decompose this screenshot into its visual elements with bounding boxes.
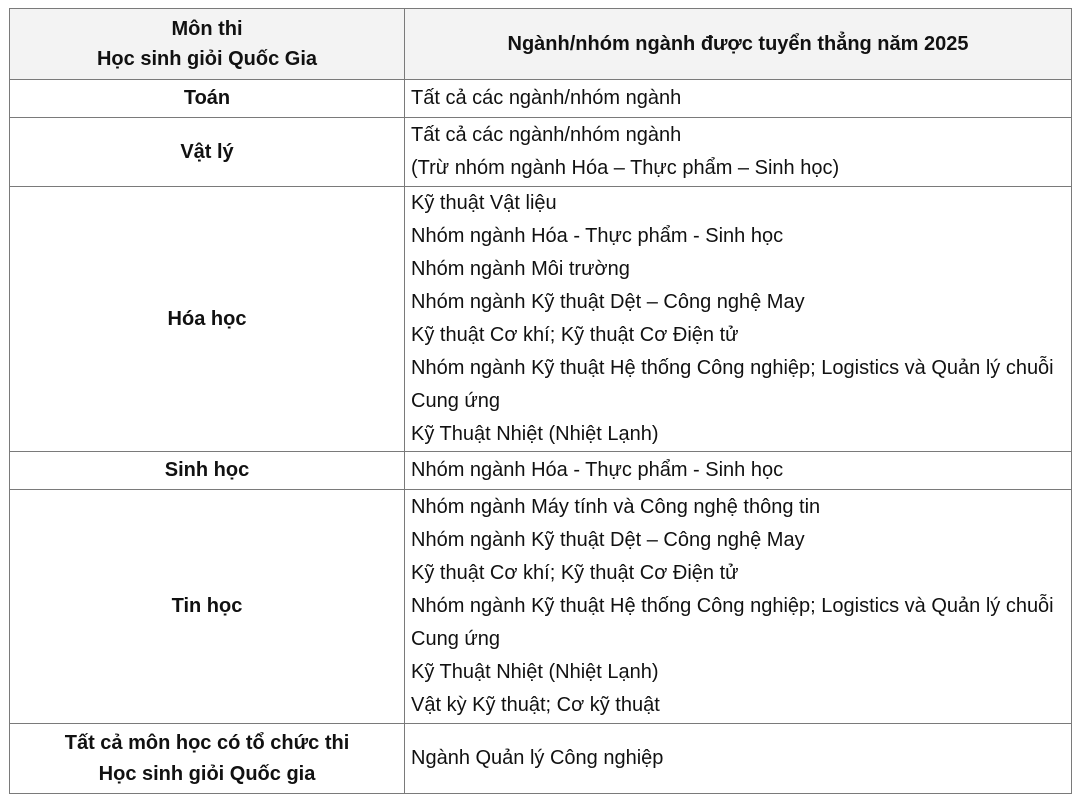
major-item: Nhóm ngành Kỹ thuật Hệ thống Công nghiệp; Logistics và Quản lý chuỗi Cung ứng <box>411 357 1054 412</box>
subject-cell: Toán <box>10 80 405 118</box>
subject-line2: Học sinh giỏi Quốc gia <box>98 762 316 785</box>
table-row <box>10 452 1072 490</box>
subject-cell: Sinh học <box>10 452 405 490</box>
major-item: Vật kỳ Kỹ thuật; Cơ kỹ thuật <box>411 694 660 716</box>
major-item: Kỹ thuật Vật liệu <box>411 192 557 214</box>
major-item: Ngành Quản lý Công nghiệp <box>411 747 664 769</box>
table-row <box>10 724 1072 794</box>
major-item: Nhóm ngành Kỹ thuật Hệ thống Công nghiệp; Logistics và Quản lý chuỗi Cung ứng <box>411 595 1054 650</box>
major-item: Kỹ Thuật Nhiệt (Nhiệt Lạnh) <box>411 423 659 445</box>
majors-cell <box>405 490 1072 724</box>
table-header-row <box>10 9 1072 80</box>
subject-cell: Vật lý <box>10 118 405 187</box>
majors-cell <box>405 724 1072 794</box>
table-row <box>10 118 1072 187</box>
subject-line1: Tất cả môn học có tổ chức thi <box>64 731 350 754</box>
major-item: Kỹ Thuật Nhiệt (Nhiệt Lạnh) <box>411 661 659 683</box>
admission-table <box>9 8 1072 794</box>
table-row <box>10 490 1072 724</box>
major-item: Tất cả các ngành/nhóm ngành <box>411 124 682 146</box>
major-item: Nhóm ngành Kỹ thuật Dệt – Công nghệ May <box>411 291 805 313</box>
header-subject-line1: Môn thi <box>171 18 243 40</box>
subject-cell: Tin học <box>10 490 405 724</box>
major-item: Nhóm ngành Môi trường <box>411 258 630 280</box>
table-row <box>10 187 1072 452</box>
majors-cell <box>405 80 1072 118</box>
header-subject <box>10 9 405 80</box>
header-majors: Ngành/nhóm ngành được tuyển thẳng năm 2025 <box>405 9 1072 80</box>
major-item: Nhóm ngành Hóa - Thực phẩm - Sinh học <box>411 225 784 247</box>
header-subject-line2: Học sinh giỏi Quốc Gia <box>96 48 318 70</box>
majors-cell <box>405 452 1072 490</box>
major-item: Kỹ thuật Cơ khí; Kỹ thuật Cơ Điện tử <box>411 562 739 584</box>
subject-cell <box>10 724 405 794</box>
majors-cell <box>405 187 1072 452</box>
subject-cell: Hóa học <box>10 187 405 452</box>
major-item: Nhóm ngành Kỹ thuật Dệt – Công nghệ May <box>411 529 805 551</box>
major-item: Tất cả các ngành/nhóm ngành <box>411 87 682 109</box>
major-item: Nhóm ngành Máy tính và Công nghệ thông tin <box>411 496 821 518</box>
major-item: Kỹ thuật Cơ khí; Kỹ thuật Cơ Điện tử <box>411 324 739 346</box>
major-item: (Trừ nhóm ngành Hóa – Thực phẩm – Sinh học) <box>411 157 840 179</box>
majors-cell <box>405 118 1072 187</box>
table-row <box>10 80 1072 118</box>
admission-table-container <box>9 8 1071 794</box>
major-item: Nhóm ngành Hóa - Thực phẩm - Sinh học <box>411 459 784 481</box>
